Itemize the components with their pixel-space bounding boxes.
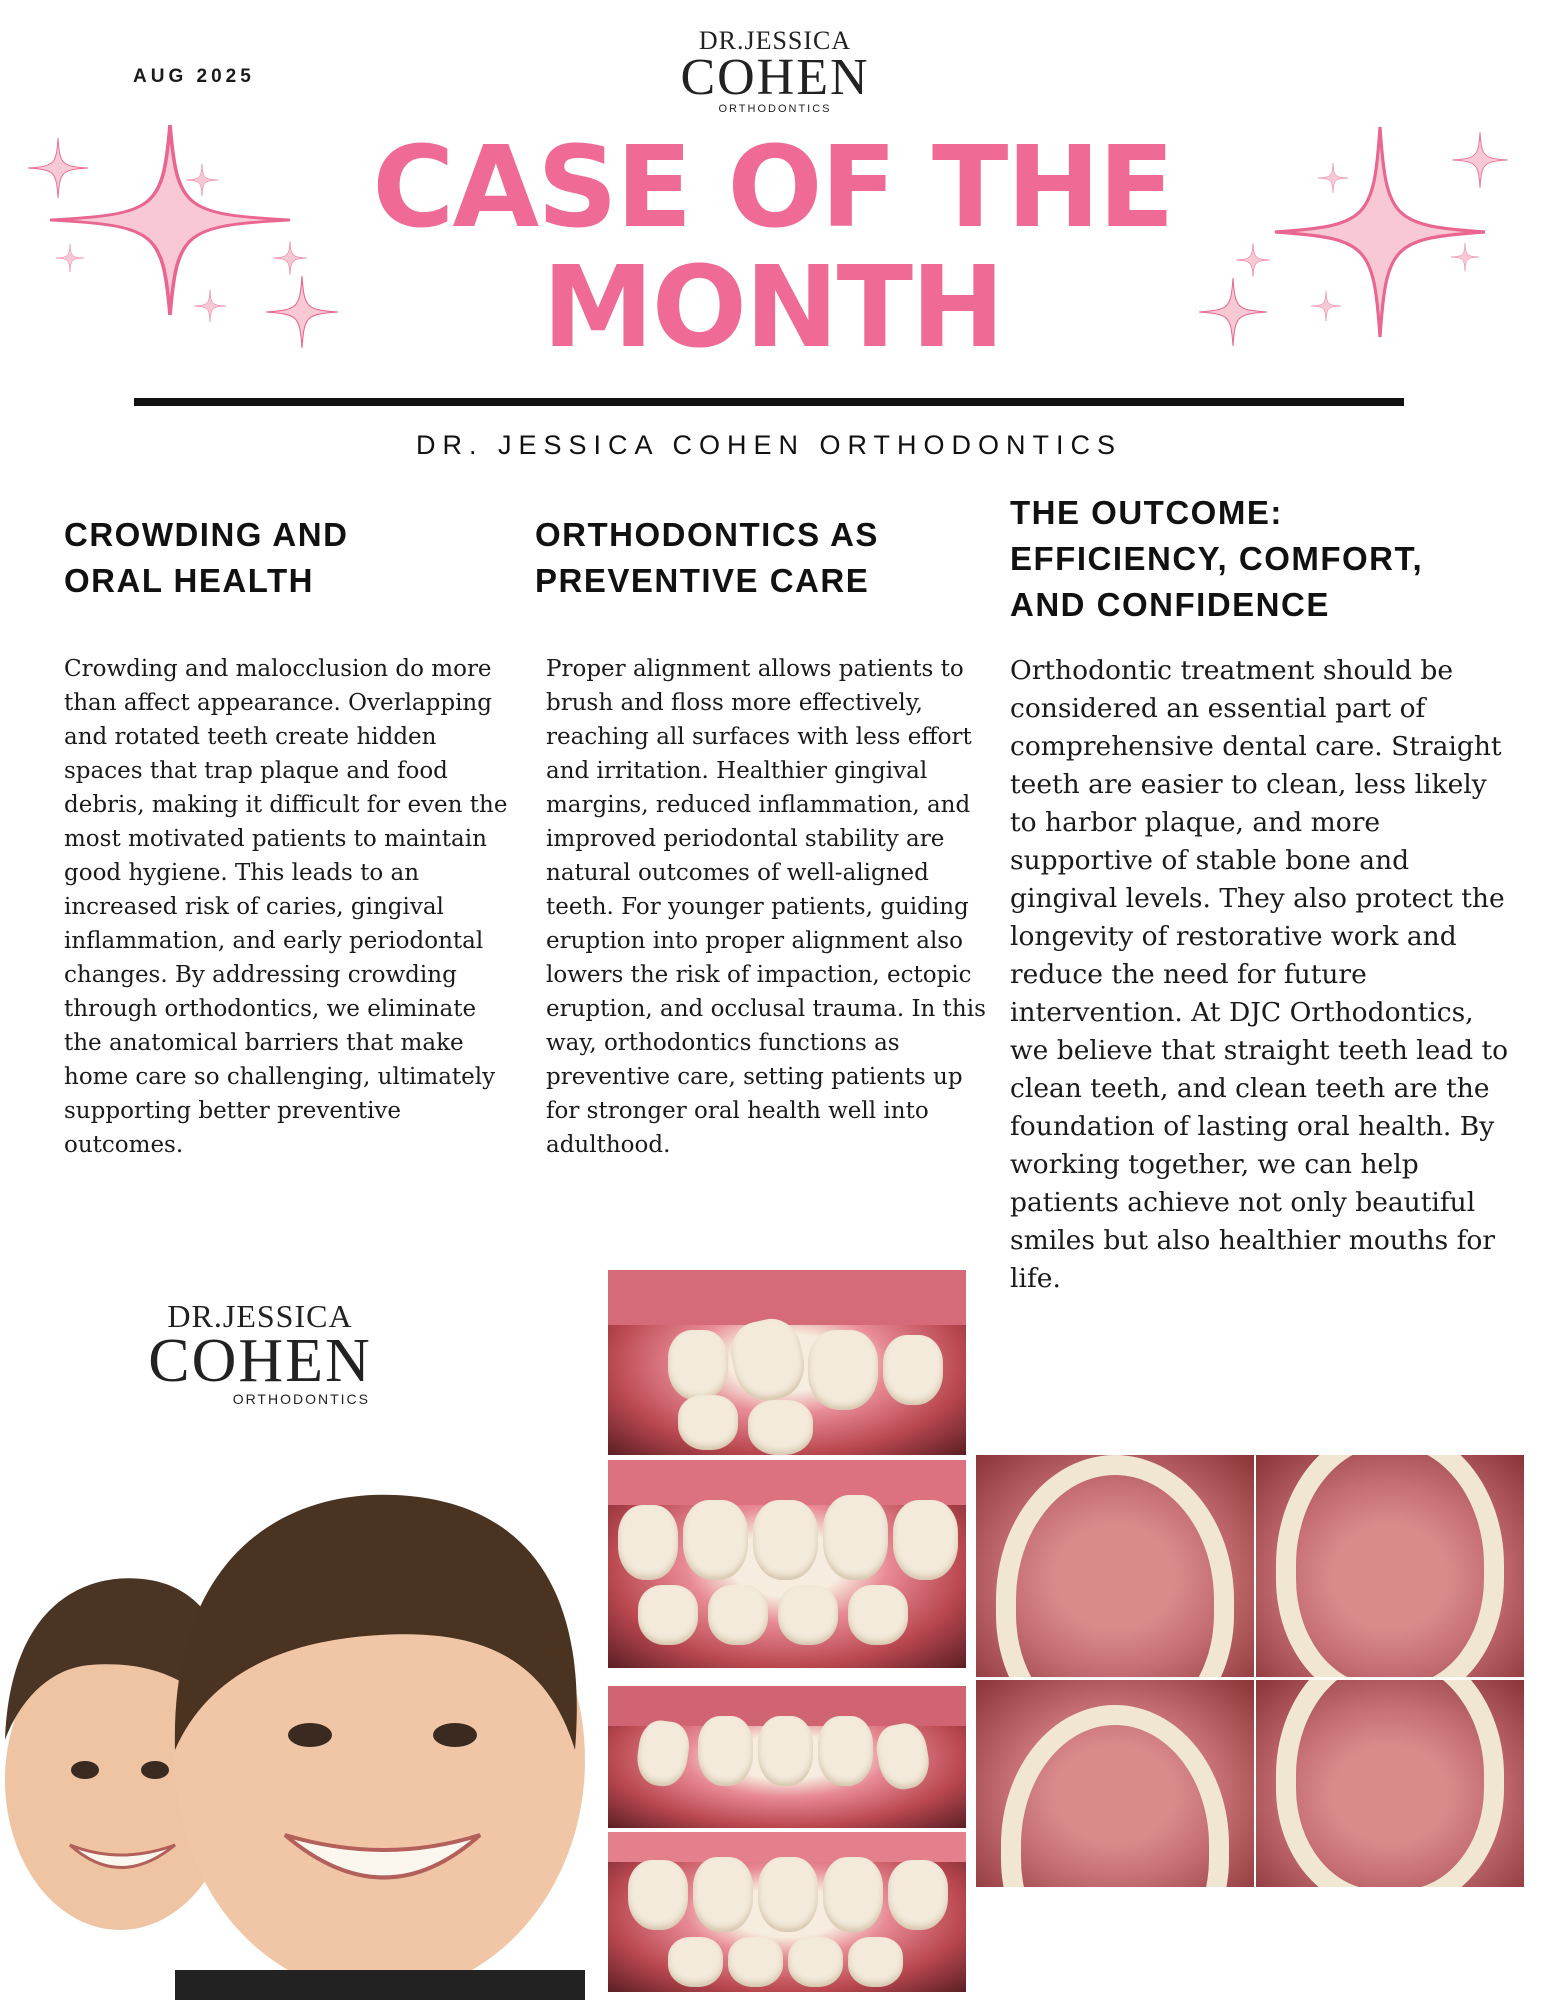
sparkle-icon xyxy=(50,125,290,315)
intraoral-photo-after-front xyxy=(608,1832,966,1992)
sparkle-icon xyxy=(28,138,88,198)
practice-name: DR. JESSICA COHEN ORTHODONTICS xyxy=(415,430,1123,460)
sparkle-icon xyxy=(1451,243,1479,271)
occlusal-photo-upper-after xyxy=(976,1680,1254,1887)
page-title xyxy=(300,123,1245,373)
occlusal-photo-upper-before xyxy=(976,1455,1254,1677)
sparkle-icon xyxy=(1452,132,1508,188)
occlusal-photo-lower-after xyxy=(1256,1680,1524,1887)
intraoral-photo-before-front xyxy=(608,1686,966,1828)
sparkle-icon xyxy=(1311,291,1341,321)
column3-heading-line1: THE OUTCOME: xyxy=(1010,494,1283,531)
column3-heading xyxy=(1010,490,1510,628)
column3-heading-line3: AND CONFIDENCE xyxy=(1010,586,1330,623)
occlusal-photo-lower-before xyxy=(1256,1455,1524,1677)
column1-heading-line1: CROWDING AND xyxy=(64,516,349,553)
sparkle-icon xyxy=(194,290,226,322)
column1-body: Crowding and malocclusion do more than affect appearance. Overlapping and rotated teeth create hidden spaces that trap plaque and food debris, making it difficult for even the most motivated patients to maintain good hygiene. This leads to an increased risk of caries, gingival inflammation, and early periodontal changes. By addressing crowding through orthodontics, we eliminate the anatomical barriers that make home care so challenging, ultimately supporting better preventive outcomes. xyxy=(64,656,508,1158)
sparkle-icon xyxy=(1318,163,1348,193)
intraoral-photo-before-right xyxy=(608,1270,966,1455)
practice-logo-bottom xyxy=(140,1300,380,1406)
column2-body: Proper alignment allows patients to brush and floss more effectively, reaching all surfaces with less effort and irritation. Healthier gingival margins, reduced inflammation, and improved periodontal stability are natural outcomes of well-aligned teeth. For younger patients, guiding eruption into proper alignment also lowers the risk of impaction, ectopic eruption, and occlusal trauma. In this way, orthodontics functions as preventive care, setting patients up for stronger oral health well into adulthood. xyxy=(546,656,986,1158)
column2-heading-line1: ORTHODONTICS AS xyxy=(535,516,879,553)
title-line1: CASE OF THE xyxy=(372,123,1173,253)
logo-line1: DR.JESSICA xyxy=(698,26,852,55)
sparkle-icon xyxy=(1275,127,1485,337)
title-line2: MONTH xyxy=(542,243,1003,373)
column3-body: Orthodontic treatment should be considered an essential part of comprehensive dental care. Straight teeth are easier to clean, less likely to harbor plaque, and more supportive of stable bone and gingival levels. They also protect the longevity of restorative work and reduce the need for future intervention. At DJC Orthodontics, we believe that straight teeth lead to clean teeth, and clean teeth are the foundation of lasting oral health. By working together, we can help patients achieve not only beautiful smiles but also healthier mouths for life. xyxy=(1010,655,1509,1294)
column3-heading-line2: EFFICIENCY, COMFORT, xyxy=(1010,540,1424,577)
sparkle-icon xyxy=(56,244,84,272)
patient-face-illustration xyxy=(0,1450,600,2000)
sparkle-icon xyxy=(186,164,218,196)
divider xyxy=(134,398,1404,406)
intraoral-photo-after-right xyxy=(608,1460,966,1668)
column1-heading xyxy=(64,512,524,604)
issue-date: AUG 2025 xyxy=(133,66,255,87)
column2-heading xyxy=(535,512,995,604)
column1-heading-line2: ORAL HEALTH xyxy=(64,562,314,599)
logo-line2: COHEN xyxy=(148,1327,372,1395)
logo-line1: DR.JESSICA xyxy=(167,1298,353,1334)
column2-heading-line2: PREVENTIVE CARE xyxy=(535,562,870,599)
logo-line3: ORTHODONTICS xyxy=(232,1391,370,1407)
logo-line3: ORTHODONTICS xyxy=(718,103,832,115)
patient-photos xyxy=(0,1450,600,2000)
logo-line2: COHEN xyxy=(680,49,870,106)
